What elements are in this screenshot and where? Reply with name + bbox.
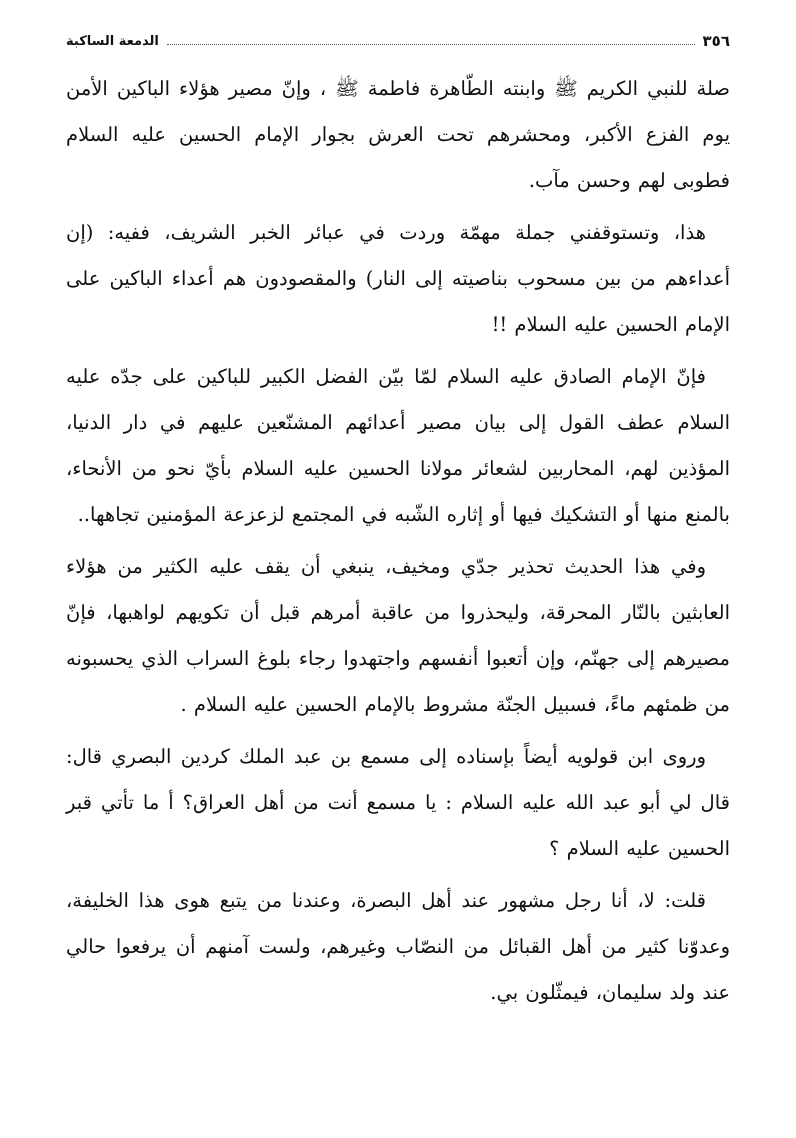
- header-dotted-rule: [167, 44, 695, 45]
- page-number: ٣٥٦: [702, 32, 730, 50]
- paragraph-3: فإنّ الإمام الصادق عليه السلام لمّا بيّن الفضل الكبير للباكين على جدّه عليه السلام عطف القول إلى بيان مصير أعدائهم المشنّعين عليهم في دار الدنيا، المؤذين لهم، المحاربين لشعائر مولانا الحسين عليه السلام بأيّ نحو من الأنحاء، بالمنع منها أو التشكيك فيها أو إثاره الشّبه في المجتمع لزعزعة المؤمنين تجاهها..: [66, 365, 730, 526]
- paragraph-5: وروى ابن قولويه أيضاً بإسناده إلى مسمع بن عبد الملك كردين البصري قال: قال لي أبو عبد الله عليه السلام : يا مسمع أنت من أهل العراق؟ أ ما تأتي قبر الحسين عليه السلام ؟: [66, 745, 730, 860]
- page-header: [66, 30, 730, 52]
- page-body: [66, 66, 730, 1016]
- paragraph-1: صلة للنبي الكريم ﷺ وابنته الطّاهرة فاطمة ﷺ ، وإنّ مصير هؤلاء الباكين الأمن يوم الفزع الأكبر، ومحشرهم تحت العرش بجوار الإمام الحسين عليه السلام فطوبى لهم وحسن مآب.: [66, 77, 730, 192]
- paragraph-6: قلت: لا، أنا رجل مشهور عند أهل البصرة، وعندنا من يتبع هوى هذا الخليفة، وعدوّنا كثير من أهل القبائل من النصّاب وغيرهم، ولست آمنهم أن يرفعوا حالي عند ولد سليمان، فيمثّلون بي.: [66, 889, 730, 1004]
- book-page: [66, 30, 730, 1120]
- book-title: الدمعة الساكبة: [66, 33, 159, 49]
- paragraph-2: هذا، وتستوقفني جملة مهمّة وردت في عبائر الخبر الشريف، ففيه: (إن أعداءهم من بين مسحوب بناصيته إلى النار) والمقصودون هم أعداء الباكين على الإمام الحسين عليه السلام !!: [66, 221, 730, 336]
- paragraph-4: وفي هذا الحديث تحذير جدّي ومخيف، ينبغي أن يقف عليه الكثير من هؤلاء العابثين بالنّار المحرقة، وليحذروا من عاقبة أمرهم قبل أن تكويهم لواهبها، فإنّ مصيرهم إلى جهنّم، وإن أتعبوا أنفسهم واجتهدوا رجاء بلوغ السراب الذي يحسبونه من ظمئهم ماءً، فسبيل الجنّة مشروط بالإمام الحسين عليه السلام .: [66, 555, 730, 716]
